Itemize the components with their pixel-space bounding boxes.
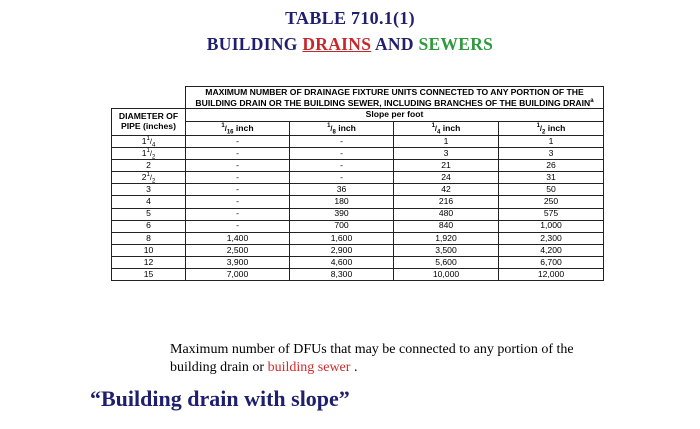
dfu-value-cell: 2,300	[499, 232, 604, 244]
diameter-denominator: 4	[151, 142, 156, 149]
slope-numerator: 1	[536, 122, 540, 129]
dfu-value-cell: -	[186, 184, 290, 196]
table-row	[112, 256, 604, 268]
dfu-value-cell: 3,500	[394, 244, 499, 256]
diameter-cell	[112, 220, 186, 232]
diameter-cell	[112, 148, 186, 160]
dfu-value-cell: -	[290, 160, 394, 172]
diameter-whole: 3	[146, 184, 151, 195]
main-header-text: MAXIMUM NUMBER OF DRAINAGE FIXTURE UNITS CONNECTED TO ANY PORTION OF THE BUILDING DRAIN OR THE BUILDING SEWER, INCLUDING BRANCHES OF THE BUILDING DRAIN	[195, 87, 591, 108]
dfu-value-cell: -	[290, 172, 394, 184]
table-row	[112, 269, 604, 281]
diameter-whole: 12	[143, 256, 154, 267]
diameter-denominator: 2	[151, 178, 156, 185]
dfu-table	[111, 86, 604, 281]
diameter-cell	[112, 136, 186, 148]
diameter-whole: 10	[143, 244, 154, 255]
slope-numerator: 1	[221, 122, 225, 129]
diameter-whole: 1	[141, 135, 147, 146]
dfu-value-cell: 50	[499, 184, 604, 196]
diameter-header-cell	[112, 109, 186, 136]
slope-fraction-slash: /	[539, 123, 543, 133]
diameter-header-line2: PIPE (inches)	[121, 121, 176, 131]
table-subtitle	[0, 34, 700, 55]
dfu-value-cell: -	[290, 148, 394, 160]
dfu-value-cell: 26	[499, 160, 604, 172]
diameter-cell	[112, 160, 186, 172]
dfu-value-cell: 840	[394, 220, 499, 232]
slope-denominator: 2	[542, 129, 546, 136]
diameter-numerator: 1	[146, 135, 150, 142]
dfu-value-cell: 390	[290, 208, 394, 220]
slope-fraction-slash: /	[434, 123, 438, 133]
dfu-value-cell: 21	[394, 160, 499, 172]
diameter-cell	[112, 208, 186, 220]
dfu-value-cell: 250	[499, 196, 604, 208]
table-row	[112, 244, 604, 256]
table-row	[112, 220, 604, 232]
dfu-value-cell: -	[290, 136, 394, 148]
diameter-cell	[112, 184, 186, 196]
table-title: TABLE 710.1(1)	[285, 8, 415, 28]
dfu-value-cell: 1	[394, 136, 499, 148]
dfu-value-cell: 24	[394, 172, 499, 184]
slope-unit: inch	[335, 122, 356, 133]
diameter-header-line1: DIAMETER OF	[118, 111, 179, 122]
diameter-whole: 6	[146, 220, 151, 231]
slope-numerator: 1	[327, 122, 331, 129]
diameter-fraction-slash: /	[149, 148, 152, 158]
diameter-whole: 1	[141, 147, 147, 158]
subtitle-part-and: AND	[371, 34, 419, 54]
diameter-cell	[112, 232, 186, 244]
diameter-fraction-slash: /	[149, 173, 152, 183]
tagline: “Building drain with slope”	[90, 386, 350, 411]
dfu-value-cell: -	[186, 220, 290, 232]
dfu-value-cell: 31	[499, 172, 604, 184]
diameter-whole: 5	[146, 208, 151, 219]
main-header-cell	[186, 87, 604, 109]
diameter-numerator: 1	[146, 147, 150, 154]
dfu-value-cell: 1,000	[499, 220, 604, 232]
slope-fraction-slash: /	[330, 123, 333, 133]
dfu-value-cell: 42	[394, 184, 499, 196]
table-row	[112, 208, 604, 220]
diameter-whole: 2	[141, 172, 147, 183]
table-body	[112, 136, 604, 281]
slope-unit: inch	[233, 122, 254, 133]
dfu-value-cell: 216	[394, 196, 499, 208]
slope-numerator: 1	[431, 122, 435, 129]
subtitle-sewers: SEWERS	[418, 34, 494, 54]
slope-unit: inch	[545, 122, 566, 133]
diameter-whole: 2	[146, 159, 151, 170]
slope-denominator: 16	[226, 129, 234, 136]
slope-fraction-slash: /	[224, 123, 227, 133]
dfu-value-cell: 6,700	[499, 256, 604, 268]
dfu-value-cell: 8,300	[290, 269, 394, 281]
dfu-value-cell: 10,000	[394, 269, 499, 281]
dfu-value-cell: 1,920	[394, 232, 499, 244]
diameter-cell	[112, 256, 186, 268]
table-row	[112, 148, 604, 160]
diameter-numerator: 1	[146, 172, 150, 179]
dfu-value-cell: 3	[394, 148, 499, 160]
dfu-value-cell: -	[186, 172, 290, 184]
slope-header-cell: Slope per foot	[186, 109, 604, 122]
dfu-value-cell: 480	[394, 208, 499, 220]
diameter-whole: 15	[143, 268, 154, 279]
dfu-value-cell: 12,000	[499, 269, 604, 281]
slope-denominator: 4	[437, 129, 441, 136]
dfu-value-cell: -	[186, 148, 290, 160]
dfu-value-cell: 36	[290, 184, 394, 196]
table-row	[112, 196, 604, 208]
table-row	[112, 136, 604, 148]
diameter-whole: 8	[146, 232, 151, 243]
dfu-value-cell: 1,600	[290, 232, 394, 244]
slope-column-header	[290, 122, 394, 136]
dfu-value-cell: 4,200	[499, 244, 604, 256]
dfu-value-cell: 180	[290, 196, 394, 208]
dfu-value-cell: 2,900	[290, 244, 394, 256]
dfu-value-cell: -	[186, 196, 290, 208]
main-header-footnote: a	[590, 97, 594, 104]
slope-denominator: 8	[332, 129, 336, 136]
description-text	[170, 341, 610, 377]
slope-unit: inch	[440, 122, 461, 133]
table-row	[112, 160, 604, 172]
slope-column-header	[394, 122, 499, 136]
description-part2: .	[350, 360, 358, 375]
blank-corner-cell	[112, 87, 186, 109]
dfu-value-cell: -	[186, 208, 290, 220]
subtitle-drains-link[interactable]: DRAINS	[302, 34, 372, 54]
dfu-value-cell: -	[186, 136, 290, 148]
diameter-cell	[112, 244, 186, 256]
diameter-cell	[112, 172, 186, 184]
diameter-fraction-slash: /	[149, 136, 152, 146]
diameter-cell	[112, 196, 186, 208]
dfu-value-cell: 3	[499, 148, 604, 160]
table-row	[112, 184, 604, 196]
dfu-value-cell: 700	[290, 220, 394, 232]
dfu-value-cell: 1,400	[186, 232, 290, 244]
description-building-sewer: building sewer	[267, 360, 351, 375]
diameter-whole: 4	[146, 196, 151, 207]
diameter-cell	[112, 269, 186, 281]
table-row	[112, 172, 604, 184]
subtitle-part-building: BUILDING	[206, 34, 303, 54]
dfu-value-cell: 3,900	[186, 256, 290, 268]
dfu-value-cell: 7,000	[186, 269, 290, 281]
dfu-value-cell: 5,600	[394, 256, 499, 268]
slope-column-header	[186, 122, 290, 136]
dfu-value-cell: 4,600	[290, 256, 394, 268]
description-part1: Maximum number of DFUs that may be connected to any portion of the building drain or	[170, 342, 574, 375]
dfu-value-cell: -	[186, 160, 290, 172]
dfu-value-cell: 2,500	[186, 244, 290, 256]
dfu-value-cell: 1	[499, 136, 604, 148]
table-row	[112, 232, 604, 244]
slope-column-header	[499, 122, 604, 136]
diameter-denominator: 2	[151, 154, 156, 161]
dfu-value-cell: 575	[499, 208, 604, 220]
